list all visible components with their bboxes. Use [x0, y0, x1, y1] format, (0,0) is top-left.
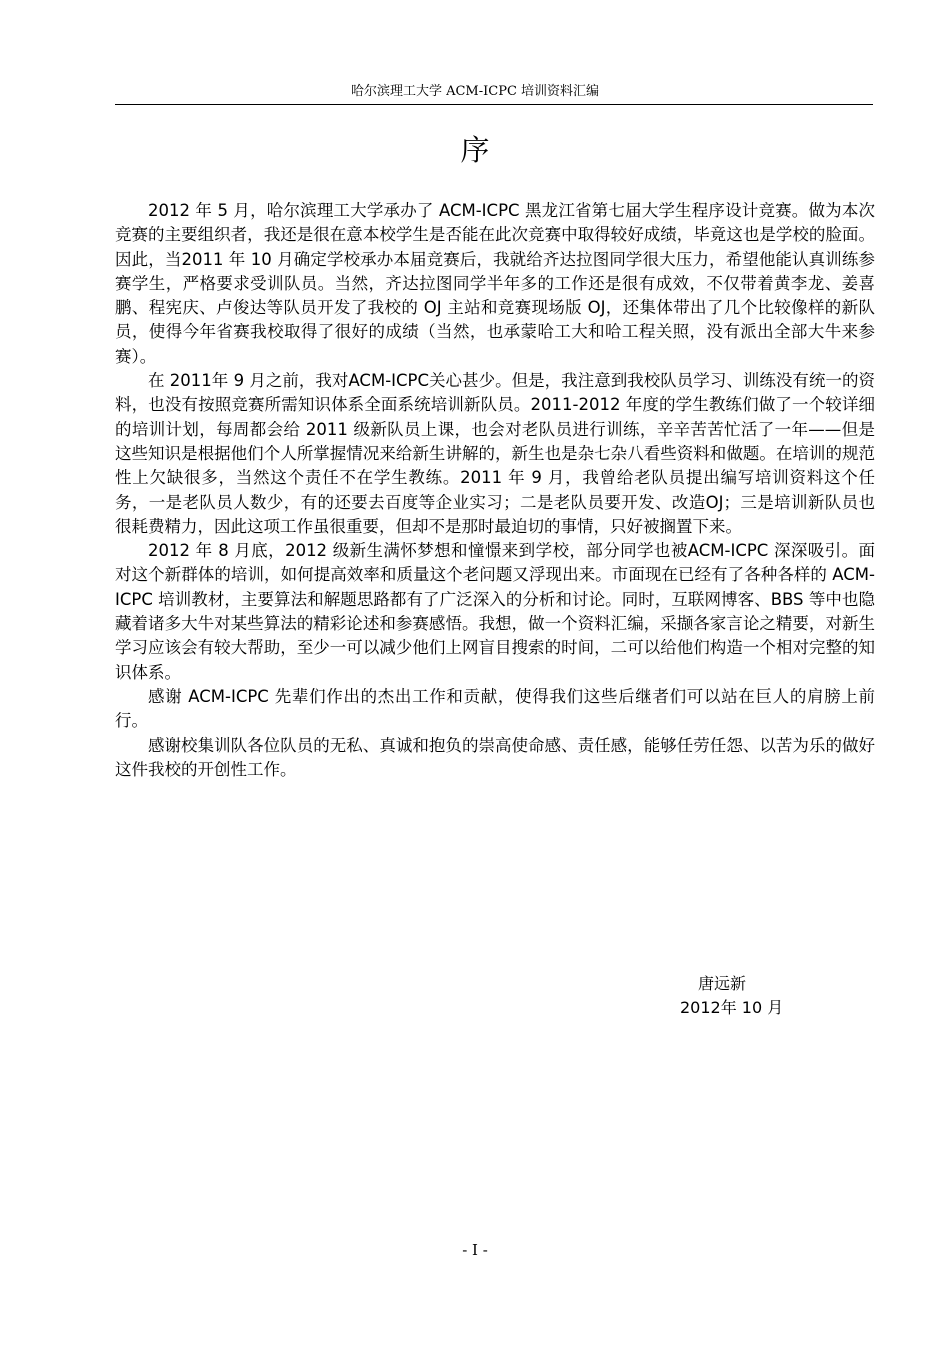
- page-title: 序: [460, 133, 490, 167]
- paragraph-4: 感谢 ACM-ICPC 先辈们作出的杰出工作和贡献，使得我们这些后继者们可以站在巨人的肩膀上前行。: [115, 686, 875, 731]
- author-name: 唐远新: [698, 974, 747, 993]
- page-number: - I -: [462, 1241, 488, 1259]
- paragraph-3: 2012 年 8 月底，2012 级新生满怀梦想和憧憬来到学校，部分同学也被ACM-ICPC 深深吸引。面对这个新群体的培训，如何提高效率和质量这个老问题又浮现出来。市面现在已经有了各种各样的 ACM-ICPC 培训教材，主要算法和解题思路都有了广泛深入的分析和讨论。同时，互联网博客、BBS 等中也隐藏着诸多大牛对某些算法的精彩论述和参赛感悟。我想，做一个资料汇编，采撷各家言论之精要，对新生学习应该会有较大帮助，至少一可以减少他们上网盲目搜索的时间，二可以给他们构造一个相对完整的知识体系。: [115, 541, 875, 682]
- signature-block: [680, 972, 800, 1020]
- paragraph-2: 在 2011年 9 月之前，我对ACM-ICPC关心甚少。但是，我注意到我校队员学习、训练没有统一的资料，也没有按照竞赛所需知识体系全面系统培训新队员。2011-2012 年度的学生教练们做了一个较详细的培训计划，每周都会给 2011 级新队员上课，也会对老队员进行训练，辛辛苦苦忙活了一年——但是这些知识是根据他们个人所掌握情况来给新生讲解的，新生也是杂七杂八看些资料和做题。在培训的规范性上欠缺很多，当然这个责任不在学生教练。2011 年 9 月，我曾给老队员提出编写培训资料这个任务，一是老队员人数少，有的还要去百度等企业实习；二是老队员要开发、改造OJ；三是培训新队员也很耗费精力，因此这项工作虽很重要，但却不是那时最迫切的事情，只好被搁置下来。: [115, 371, 875, 536]
- running-header: 哈尔滨理工大学 ACM-ICPC 培训资料汇编: [350, 84, 600, 99]
- signature-date: 2012年 10 月: [680, 998, 784, 1017]
- paragraph-5: 感谢校集训队各位队员的无私、真诚和抱负的崇高使命感、责任感，能够任劳任怨、以苦为乐的做好这件我校的开创性工作。: [115, 735, 875, 779]
- preface-body: [115, 199, 875, 782]
- paragraph-1: 2012 年 5 月，哈尔滨理工大学承办了 ACM-ICPC 黑龙江省第七届大学生程序设计竞赛。做为本次竞赛的主要组织者，我还是很在意本校学生是否能在此次竞赛中取得较好成绩，毕竟这也是学校的脸面。因此，当2011 年 10 月确定学校承办本届竞赛后，我就给齐达拉图同学很大压力，希望他能认真训练参赛学生，严格要求受训队员。当然，齐达拉图同学半年多的工作还是很有成效，不仅带着黄李龙、姜喜鹏、程宪庆、卢俊达等队员开发了我校的 OJ 主站和竞赛现场版 OJ，还集体带出了几个比较像样的新队员，使得今年省赛我校取得了很好的成绩（当然，也承蒙哈工大和哈工程关照，没有派出全部大牛来参赛）。: [115, 201, 875, 366]
- header-divider: [115, 104, 873, 105]
